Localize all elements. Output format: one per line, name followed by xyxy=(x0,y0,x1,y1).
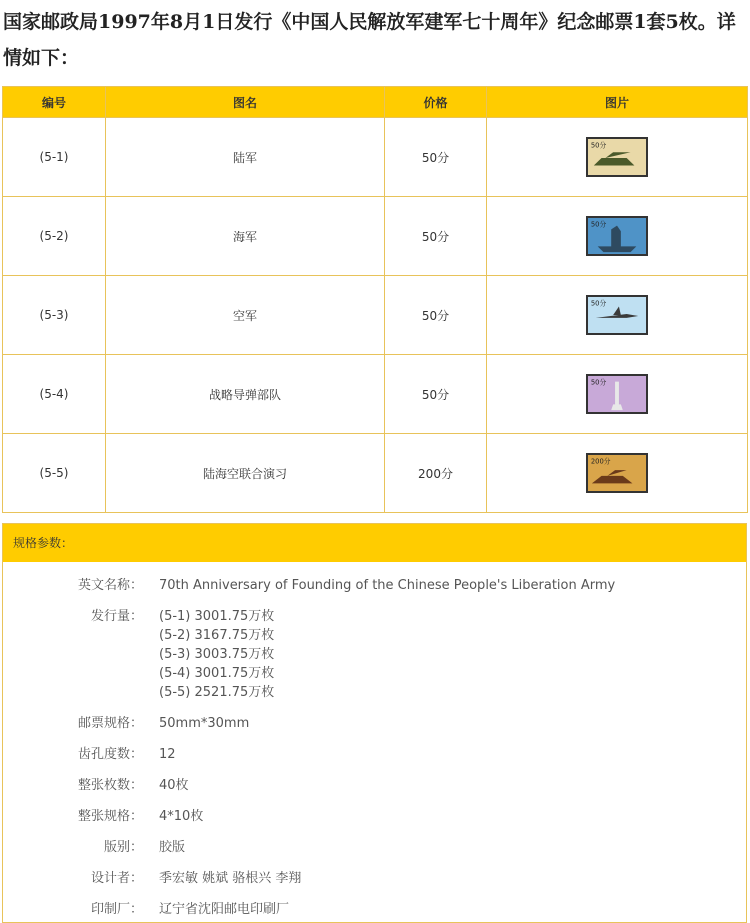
spec-row xyxy=(3,776,746,795)
stamp-number: (5-5) xyxy=(3,434,106,513)
table-row xyxy=(3,355,748,434)
stamp-number: (5-4) xyxy=(3,355,106,434)
spec-value xyxy=(159,900,746,919)
stamp-name: 空军 xyxy=(106,276,385,355)
table-row xyxy=(3,118,748,197)
stamp-image-cell xyxy=(487,276,748,355)
spec-label: 齿孔度数： xyxy=(77,747,143,762)
spec-value xyxy=(159,745,746,764)
spec-row xyxy=(3,745,746,764)
stamp-image-cell xyxy=(487,355,748,434)
table-row xyxy=(3,276,748,355)
table-header-row xyxy=(3,87,748,118)
spec-row xyxy=(3,576,746,595)
spec-label: 设计者： xyxy=(90,871,143,886)
stamp-denomination: 50分 xyxy=(590,141,607,150)
spec-row xyxy=(3,807,746,826)
spec-value-line: 4*10枚 xyxy=(159,809,204,824)
stamp-price: 50分 xyxy=(385,118,487,197)
spec-label: 整张枚数： xyxy=(77,778,143,793)
spec-row xyxy=(3,607,746,702)
spec-value xyxy=(159,714,746,733)
spec-value xyxy=(159,576,746,595)
spec-label: 整张规格： xyxy=(77,809,143,824)
spec-title: 规格参数： xyxy=(3,524,746,562)
stamp-image-cell xyxy=(487,434,748,513)
spec-value-line: (5-1) 3001.75万枚 xyxy=(159,609,275,624)
stamp-table-body xyxy=(3,118,748,513)
spec-panel xyxy=(2,523,747,923)
intro-text: 国家邮政局1997年8月1日发行《中国人民解放军建军七十周年》纪念邮票1套5枚。详情如下： xyxy=(3,11,736,69)
stamp-number: (5-1) xyxy=(3,118,106,197)
spec-value-line: 辽宁省沈阳邮电印刷厂 xyxy=(159,902,290,917)
spec-value xyxy=(159,807,746,826)
spec-value-line: 50mm*30mm xyxy=(159,716,250,731)
spec-value-line: (5-5) 2521.75万枚 xyxy=(159,685,275,700)
spec-label: 印制厂： xyxy=(90,902,143,917)
stamp-image-cell xyxy=(487,118,748,197)
spec-value-line: (5-2) 3167.75万枚 xyxy=(159,628,275,643)
spec-label: 邮票规格： xyxy=(77,716,143,731)
spec-label: 英文名称： xyxy=(77,578,143,593)
stamp-name: 战略导弹部队 xyxy=(106,355,385,434)
stamp-table xyxy=(2,86,748,513)
stamp-thumbnail[interactable] xyxy=(586,295,648,335)
spec-row xyxy=(3,869,746,888)
spec-value xyxy=(159,776,746,795)
table-row xyxy=(3,197,748,276)
spec-label: 发行量： xyxy=(90,609,143,624)
spec-row xyxy=(3,900,746,919)
spec-value-line: (5-4) 3001.75万枚 xyxy=(159,666,275,681)
spec-value-line: 胶版 xyxy=(159,840,186,855)
stamp-thumbnail[interactable] xyxy=(586,216,648,256)
stamp-price: 50分 xyxy=(385,276,487,355)
spec-value-line: 40枚 xyxy=(159,778,189,793)
table-row xyxy=(3,434,748,513)
stamp-denomination: 50分 xyxy=(590,378,607,387)
stamp-name: 陆军 xyxy=(106,118,385,197)
stamp-image-cell xyxy=(487,197,748,276)
stamp-price: 200分 xyxy=(385,434,487,513)
stamp-name: 海军 xyxy=(106,197,385,276)
header-number: 编号 xyxy=(3,87,106,118)
header-image: 图片 xyxy=(487,87,748,118)
header-name: 图名 xyxy=(106,87,385,118)
stamp-denomination: 50分 xyxy=(590,220,607,229)
spec-value xyxy=(159,838,746,857)
spec-value-line: 季宏敏 姚斌 骆根兴 李翔 xyxy=(159,871,302,886)
stamp-price: 50分 xyxy=(385,355,487,434)
spec-value xyxy=(159,607,746,702)
stamp-denomination: 200分 xyxy=(590,457,611,466)
spec-value xyxy=(159,869,746,888)
header-price: 价格 xyxy=(385,87,487,118)
spec-value-line: 12 xyxy=(159,747,176,762)
spec-label: 版别： xyxy=(103,840,143,855)
spec-value-line: 70th Anniversary of Founding of the Chinese People's Liberation Army xyxy=(159,578,616,593)
stamp-thumbnail[interactable] xyxy=(586,374,648,414)
spec-row xyxy=(3,838,746,857)
stamp-number: (5-2) xyxy=(3,197,106,276)
stamp-thumbnail[interactable] xyxy=(586,137,648,177)
stamp-name: 陆海空联合演习 xyxy=(106,434,385,513)
stamp-thumbnail[interactable] xyxy=(586,453,648,493)
spec-list xyxy=(3,562,746,919)
stamp-number: (5-3) xyxy=(3,276,106,355)
spec-row xyxy=(3,714,746,733)
stamp-price: 50分 xyxy=(385,197,487,276)
stamp-denomination: 50分 xyxy=(590,299,607,308)
spec-value-line: (5-3) 3003.75万枚 xyxy=(159,647,275,662)
